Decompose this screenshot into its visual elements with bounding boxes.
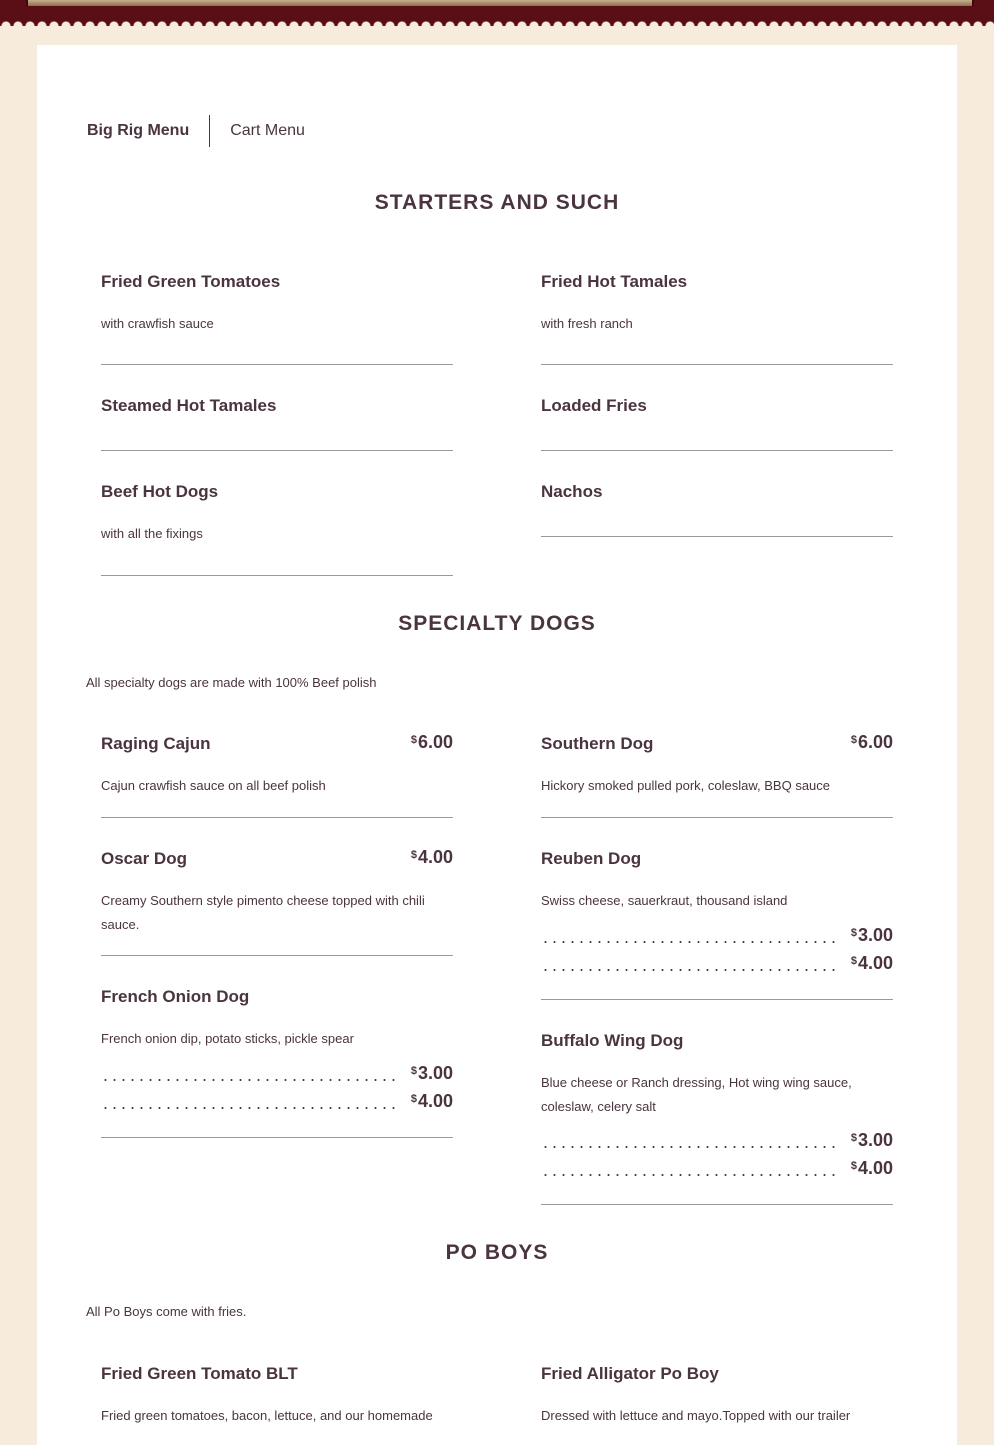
item-name: Oscar Dog <box>101 849 187 868</box>
item-name: Buffalo Wing Dog <box>541 1031 684 1050</box>
item-divider <box>101 1137 453 1138</box>
currency-symbol: $ <box>850 1160 857 1172</box>
item-description: Blue cheese or Ranch dressing, Hot wing wing sauce, coleslaw, celery salt <box>541 1075 852 1114</box>
item-price <box>851 1158 893 1179</box>
price-value: 6.00 <box>857 732 893 752</box>
item-price <box>411 1063 453 1084</box>
price-line <box>541 953 893 975</box>
item-price <box>411 1091 453 1112</box>
section-note: All specialty dogs are made with 100% Beef polish <box>86 675 377 690</box>
price-value: 6.00 <box>417 732 453 752</box>
price-value: 4.00 <box>857 953 893 973</box>
item-description: French onion dip, potato sticks, pickle spear <box>101 1031 354 1046</box>
tab-divider <box>209 115 210 147</box>
menu-item <box>101 849 453 937</box>
tab-big-rig-menu[interactable]: Big Rig Menu <box>87 122 190 139</box>
item-divider <box>541 817 893 818</box>
price-value: 3.00 <box>857 1130 893 1150</box>
dot-leader <box>541 1146 841 1148</box>
item-divider <box>541 450 893 451</box>
menu-panel <box>37 45 957 1445</box>
menu-item <box>541 1031 893 1119</box>
section-title-starters: STARTERS AND SUCH <box>374 191 620 214</box>
item-name: Steamed Hot Tamales <box>101 396 277 415</box>
menu-item <box>101 272 453 336</box>
menu-tabs <box>87 115 305 147</box>
currency-symbol: $ <box>850 1132 857 1144</box>
banner-frame <box>26 0 974 6</box>
currency-symbol: $ <box>410 849 417 861</box>
dot-leader <box>541 969 841 971</box>
price-line <box>541 925 893 947</box>
item-divider <box>541 364 893 365</box>
price-line <box>101 1091 453 1113</box>
price-line <box>101 1063 453 1085</box>
section-note: All Po Boys come with fries. <box>86 1304 247 1319</box>
section-title-specialty-dogs: SPECIALTY DOGS <box>398 612 596 635</box>
item-price <box>411 732 453 753</box>
item-name: Nachos <box>541 482 603 501</box>
item-price <box>851 953 893 974</box>
currency-symbol: $ <box>850 955 857 967</box>
item-price <box>851 1130 893 1151</box>
item-price <box>411 847 453 868</box>
item-name: French Onion Dog <box>101 987 250 1006</box>
item-description: Cajun crawfish sauce on all beef polish <box>101 778 326 793</box>
item-name: Fried Green Tomato BLT <box>101 1364 298 1383</box>
menu-item <box>541 396 893 416</box>
top-banner <box>0 0 994 26</box>
item-name: Reuben Dog <box>541 849 642 868</box>
item-name: Fried Alligator Po Boy <box>541 1364 719 1383</box>
price-line <box>541 1130 893 1152</box>
item-name: Raging Cajun <box>101 734 211 753</box>
item-divider <box>101 450 453 451</box>
item-description: Hickory smoked pulled pork, coleslaw, BBQ sauce <box>541 778 831 793</box>
item-description: Fried green tomatoes, bacon, lettuce, and our homemade <box>101 1408 433 1423</box>
item-name: Beef Hot Dogs <box>101 482 219 501</box>
dot-leader <box>101 1079 401 1081</box>
dot-leader <box>101 1107 401 1109</box>
item-divider <box>541 999 893 1000</box>
item-divider <box>101 955 453 956</box>
price-value: 4.00 <box>417 1091 453 1111</box>
item-divider <box>541 1204 893 1205</box>
menu-item <box>101 1364 453 1428</box>
item-price <box>851 732 893 753</box>
menu-item <box>541 272 893 336</box>
currency-symbol: $ <box>410 734 417 746</box>
currency-symbol: $ <box>850 927 857 939</box>
currency-symbol: $ <box>410 1093 417 1105</box>
item-name: Southern Dog <box>541 734 654 753</box>
price-value: 3.00 <box>857 925 893 945</box>
currency-symbol: $ <box>850 734 857 746</box>
menu-item <box>541 482 893 502</box>
tab-cart-menu[interactable]: Cart Menu <box>230 122 305 139</box>
item-description: with fresh ranch <box>541 316 633 331</box>
item-description: Creamy Southern style pimento cheese topped with chili sauce. <box>101 893 425 932</box>
menu-item <box>101 734 453 798</box>
menu-item <box>541 734 893 798</box>
menu-item <box>101 987 453 1051</box>
item-description: with all the fixings <box>101 526 203 541</box>
item-divider <box>101 817 453 818</box>
price-line <box>541 1158 893 1180</box>
menu-item <box>541 1364 893 1428</box>
menu-item <box>101 396 453 416</box>
item-name: Loaded Fries <box>541 396 647 415</box>
section-title-po-boys: PO BOYS <box>445 1241 549 1264</box>
item-description: Swiss cheese, sauerkraut, thousand island <box>541 893 788 908</box>
item-description: with crawfish sauce <box>101 316 214 331</box>
price-value: 4.00 <box>417 847 453 867</box>
item-name: Fried Hot Tamales <box>541 272 688 291</box>
item-price <box>851 925 893 946</box>
dot-leader <box>541 941 841 943</box>
price-value: 3.00 <box>417 1063 453 1083</box>
item-divider <box>541 536 893 537</box>
menu-item <box>541 849 893 913</box>
price-value: 4.00 <box>857 1158 893 1178</box>
dot-leader <box>541 1174 841 1176</box>
menu-item <box>101 482 453 546</box>
item-description: Dressed with lettuce and mayo.Topped with our trailer <box>541 1408 851 1423</box>
item-name: Fried Green Tomatoes <box>101 272 281 291</box>
currency-symbol: $ <box>410 1065 417 1077</box>
item-divider <box>101 364 453 365</box>
item-divider <box>101 575 453 576</box>
